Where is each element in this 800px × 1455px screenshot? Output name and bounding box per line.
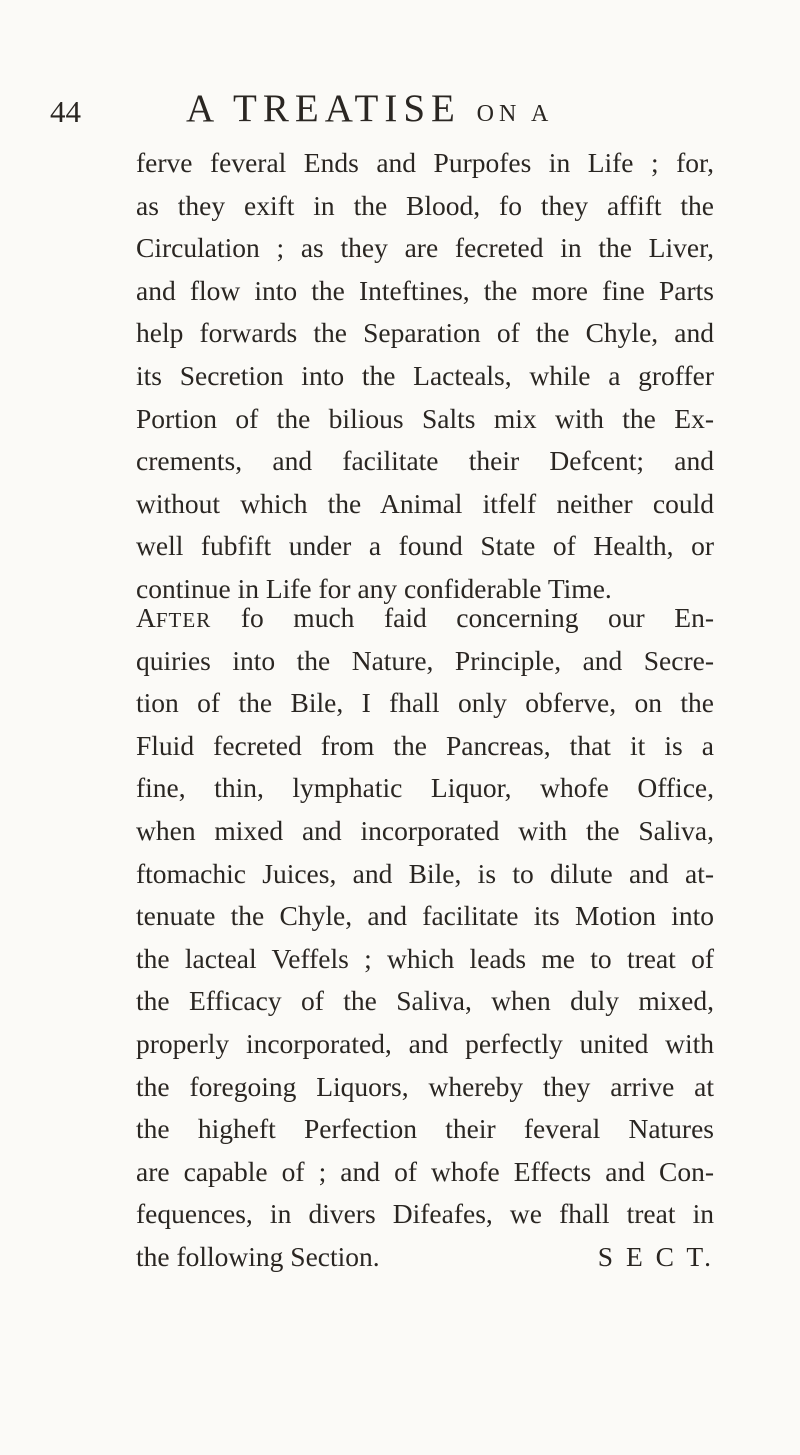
running-title-small: ON A (476, 101, 554, 127)
text-line: fine, thin, lymphatic Liquor, whofe Office, (136, 772, 714, 804)
text-line: are capable of ; and of whofe Effects and Con- (136, 1155, 714, 1187)
closing-line-text: the following Section. (136, 1240, 380, 1272)
running-title (186, 86, 553, 131)
text-line: when mixed and incorporated with the Saliva, (136, 814, 714, 846)
text-line: well fubfift under a found State of Health, or (136, 530, 714, 562)
text-line: the Efficacy of the Saliva, when duly mixed, (136, 985, 714, 1017)
text-line: ferve feveral Ends and Purpofes in Life ; for, (136, 147, 714, 178)
text-line: crements, and facilitate their Defcent; and (136, 445, 714, 477)
smallcaps-rest: FTER (155, 608, 212, 632)
text-line: fequences, in divers Difeafes, we fhall treat in (136, 1198, 714, 1230)
text-line: the lacteal Veffels ; which leads me to treat of (136, 942, 714, 974)
paragraph-2 (136, 597, 714, 1279)
text-line: without which the Animal itfelf neither could (136, 487, 714, 519)
text-line: and flow into the Inteftines, the more fine Parts (136, 274, 714, 306)
text-line: ftomachic Juices, and Bile, is to dilute and at- (136, 857, 714, 889)
closing-line (136, 1236, 714, 1279)
smallcaps-initial: A (136, 602, 156, 633)
text-line: as they exift in the Blood, fo they affift the (136, 189, 714, 221)
text-line-opening (136, 597, 714, 640)
text-line: tenuate the Chyle, and facilitate its Motion into (136, 900, 714, 932)
text-line: help forwards the Separation of the Chyle, and (136, 317, 714, 349)
text-line: Fluid fecreted from the Pancreas, that it is a (136, 729, 714, 761)
catchword: S E C T. (597, 1240, 714, 1272)
text-line: its Secretion into the Lacteals, while a groffer (136, 359, 714, 391)
running-head (50, 86, 750, 132)
text-line: quiries into the Nature, Principle, and Secre- (136, 644, 714, 676)
page-number: 44 (50, 94, 81, 129)
text-line: continue in Life for any confiderable Time. (136, 572, 612, 604)
running-title-main: A TREATISE (186, 87, 461, 130)
opening-line-text: fo much faid concerning our En- (240, 602, 715, 633)
paragraph-1 (136, 142, 714, 611)
text-line: Circulation ; as they are fecreted in the Liver, (136, 232, 714, 264)
text-line: tion of the Bile, I fhall only obferve, on the (136, 687, 714, 719)
text-line: properly incorporated, and perfectly united with (136, 1027, 714, 1059)
text-line: Portion of the bilious Salts mix with the Ex- (136, 402, 714, 434)
text-line: the foregoing Liquors, whereby they arrive at (136, 1070, 714, 1102)
text-line: the higheft Perfection their feveral Natures (136, 1113, 714, 1145)
